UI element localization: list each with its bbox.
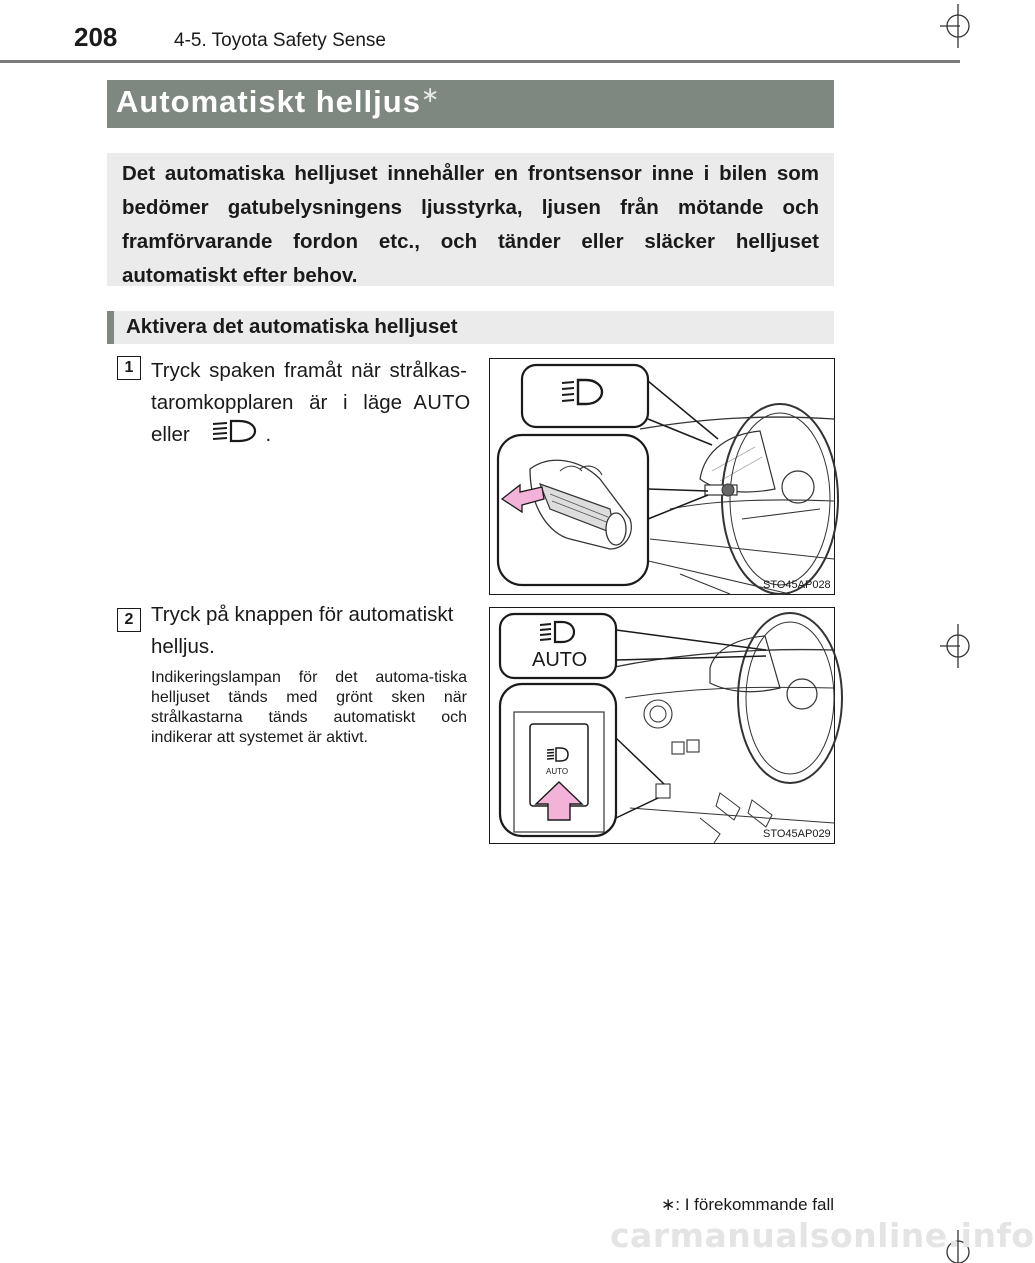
step-1-line-2-text: taromkopplaren är i läge: [151, 391, 403, 414]
lever-illustration: [490, 359, 834, 594]
button-auto-label: AUTO: [546, 767, 569, 776]
figure-1-code: STO45AP028: [763, 579, 831, 591]
subheading-text: Aktivera det automatiska helljuset: [126, 315, 458, 338]
crop-mark-middle-right: [936, 624, 960, 668]
step-2-text: Tryck på knappen för automatiskt helljus.: [151, 603, 454, 658]
figure-button: [489, 607, 835, 844]
step-1-line-3-end: .: [265, 423, 272, 446]
intro-box: [107, 153, 834, 286]
high-beam-icon: [207, 419, 261, 445]
crop-mark-top-right: [936, 4, 960, 48]
page-number: 208: [74, 22, 118, 52]
step-1-line-1: Tryck spaken framåt när strålkas-: [151, 359, 467, 382]
header-rule: [0, 60, 960, 63]
step-2-note: Indikeringslampan för det automa-tiska helljuset tänds med grönt sken när strålkastarna tänds automatiskt och indikerar att systemet är aktivt.: [151, 669, 467, 746]
subheading-accent: [107, 311, 114, 344]
step-1-text: [151, 355, 471, 451]
figure-lever: [489, 358, 835, 595]
watermark: carmanualsonline.info: [610, 1216, 1035, 1255]
section-title: 4-5. Toyota Safety Sense: [174, 30, 386, 51]
step-1-line-2: [151, 387, 471, 419]
step-1-line-3-text: eller: [151, 423, 190, 446]
figure-2-code: STO45AP029: [763, 828, 831, 840]
step-1-line-3: [151, 419, 467, 451]
callout-auto-label: AUTO: [532, 649, 588, 671]
step-1-number: 1: [117, 356, 141, 380]
step-2-number: 2: [117, 608, 141, 632]
auto-button-illustration: [490, 608, 834, 843]
title-bar: [107, 80, 834, 128]
auto-position-label: AUTO: [413, 392, 471, 414]
subheading: [107, 311, 834, 344]
intro-text: Det automatiska helljuset innehåller en frontsensor inne i bilen som bedömer gatubelysningens ljusstyrka, ljusen från mötande och framförvarande fordon etc., och tänder eller släcker helljuset automatiskt efter behov.: [122, 162, 819, 287]
title-heading: [116, 84, 440, 120]
footnote: ∗: I förekommande fall: [661, 1195, 834, 1214]
title-footnote-marker: ∗: [420, 82, 441, 107]
title-text: Automatiskt helljus: [116, 84, 421, 119]
